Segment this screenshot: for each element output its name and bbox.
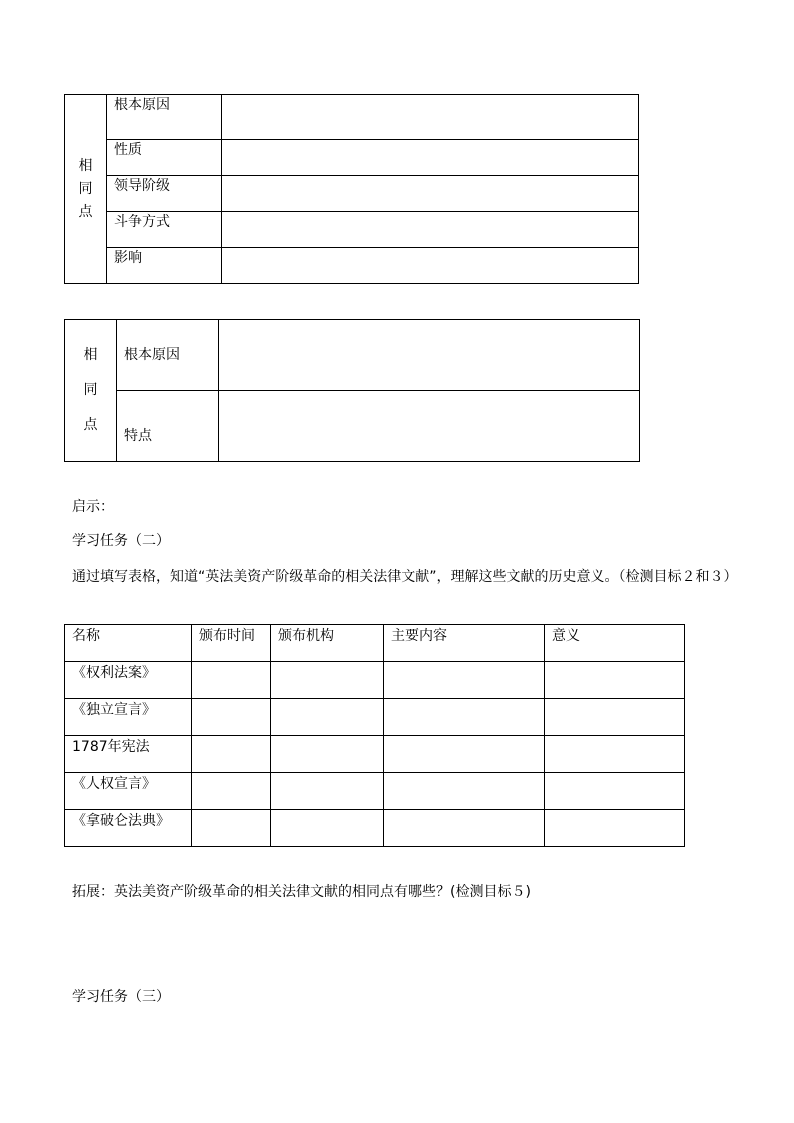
answer-cell[interactable] (384, 699, 545, 736)
document-name: 《拿破仑法典》 (65, 810, 192, 847)
answer-cell[interactable] (545, 810, 685, 847)
document-name: 《人权宣言》 (65, 773, 192, 810)
answer-cell[interactable] (219, 391, 640, 462)
answer-cell[interactable] (192, 662, 271, 699)
answer-cell[interactable] (545, 773, 685, 810)
document-name: 《独立宣言》 (65, 699, 192, 736)
answer-cell[interactable] (192, 699, 271, 736)
row-label: 影响 (107, 248, 222, 284)
same-points-table-2 (64, 319, 640, 462)
label-char: 相 (78, 157, 93, 174)
answer-cell[interactable] (222, 212, 639, 248)
answer-cell[interactable] (271, 736, 384, 773)
task2-instruction: 通过填写表格，知道“英法美资产阶级革命的相关法律文献”，理解这些文献的历史意义。（检测目标２和３） (72, 569, 738, 585)
answer-cell[interactable] (545, 736, 685, 773)
column-header: 颁布时间 (192, 625, 271, 662)
table-row (65, 699, 685, 736)
answer-cell[interactable] (192, 810, 271, 847)
answer-cell[interactable] (222, 140, 639, 176)
column-header: 意义 (545, 625, 685, 662)
answer-cell[interactable] (219, 320, 640, 391)
column-header: 名称 (65, 625, 192, 662)
answer-cell[interactable] (384, 662, 545, 699)
table-row (65, 662, 685, 699)
answer-cell[interactable] (192, 773, 271, 810)
table-row (65, 736, 685, 773)
answer-cell[interactable] (384, 810, 545, 847)
column-header: 主要内容 (384, 625, 545, 662)
legal-documents-table (64, 624, 685, 847)
answer-cell[interactable] (222, 176, 639, 212)
answer-cell[interactable] (545, 662, 685, 699)
label-char: 点 (83, 417, 98, 433)
task2-title: 学习任务（二） (72, 533, 170, 549)
document-name: 《权利法案》 (65, 662, 192, 699)
answer-cell[interactable] (271, 773, 384, 810)
label-char: 相 (83, 347, 98, 363)
same-points-table-1 (64, 94, 639, 284)
row-label: 根本原因 (117, 320, 219, 391)
answer-cell[interactable] (271, 662, 384, 699)
document-name: 1787年宪法 (65, 736, 192, 773)
extension-question: 拓展：英法美资产阶级革命的相关法律文献的相同点有哪些？(检测目标５) (72, 884, 531, 900)
label-char: 同 (78, 180, 93, 197)
row-label: 斗争方式 (107, 212, 222, 248)
table-row (65, 773, 685, 810)
label-char: 点 (78, 203, 93, 220)
answer-cell[interactable] (271, 699, 384, 736)
answer-cell[interactable] (222, 248, 639, 284)
answer-cell[interactable] (545, 699, 685, 736)
answer-cell[interactable] (384, 736, 545, 773)
hint-label: 启示： (72, 499, 114, 515)
answer-cell[interactable] (222, 95, 639, 140)
column-header: 颁布机构 (271, 625, 384, 662)
same-points-label (65, 95, 107, 284)
row-label: 领导阶级 (107, 176, 222, 212)
answer-cell[interactable] (192, 736, 271, 773)
task3-title: 学习任务（三） (72, 989, 170, 1005)
row-label: 性质 (107, 140, 222, 176)
row-label: 根本原因 (107, 95, 222, 140)
row-label: 特点 (117, 391, 219, 462)
table-row (65, 810, 685, 847)
answer-cell[interactable] (271, 810, 384, 847)
answer-cell[interactable] (384, 773, 545, 810)
same-points-label (65, 320, 117, 462)
label-char: 同 (83, 382, 98, 398)
